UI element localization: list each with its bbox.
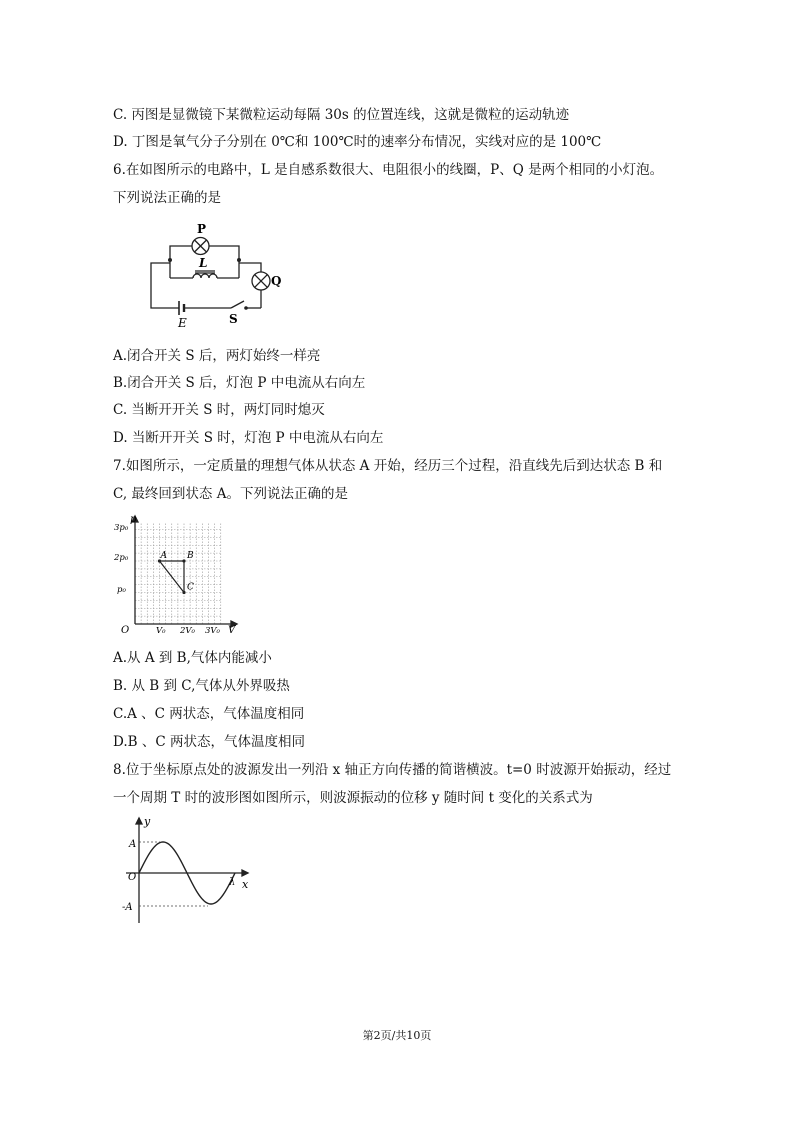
origin-label: O (128, 872, 137, 883)
question-8-stem: 一个周期 T 时的波形图如图所示，则波源振动的位移 y 随时间 t 变化的关系式为 (113, 790, 593, 806)
x-axis-label: x (242, 878, 249, 891)
coil-label: L (199, 256, 208, 270)
coil-icon (193, 274, 217, 278)
state-label: A (160, 551, 167, 561)
question-6-option-d: D. 当断开开关 S 时，灯泡 P 中电流从右向左 (113, 430, 384, 446)
amplitude-pos-label: A (129, 839, 137, 850)
question-7-stem: 7.如图所示，一定质量的理想气体从状态 A 开始，经历三个过程，沿直线先后到达状态 B 和 (113, 458, 663, 474)
v-axis-label: V (228, 625, 236, 636)
state-point (182, 591, 185, 594)
option-line: D. 丁图是氧气分子分别在 0℃和 100℃时的速率分布情况，实线对应的是 100℃ (113, 134, 602, 150)
wavelength-label: λ (229, 877, 236, 888)
lamp-p-label: P (197, 222, 207, 236)
state-label: C (187, 582, 194, 593)
question-7-stem: C, 最终回到状态 A。下列说法正确的是 (113, 486, 348, 502)
p-axis-label: p (130, 514, 137, 525)
question-7-option-c: C.A 、C 两状态，气体温度相同 (113, 706, 305, 722)
x-tick-label: 2V₀ (180, 626, 195, 636)
pv-graph (113, 512, 241, 636)
amplitude-neg-label: -A (122, 902, 133, 913)
page-footer: 第2页/共10页 (362, 1029, 432, 1042)
x-tick-label: 3V₀ (205, 626, 220, 636)
y-tick-label: 3p₀ (114, 523, 129, 533)
question-6-option-b: B.闭合开关 S 后，灯泡 P 中电流从右向左 (113, 375, 366, 391)
x-tick-label: V₀ (156, 626, 166, 636)
switch-label: S (229, 312, 238, 326)
question-8-stem: 8.位于坐标原点处的波源发出一列沿 x 轴正方向传播的简谐横波。t=0 时波源开始振动，经过 (113, 762, 672, 778)
source-label: E (178, 316, 187, 330)
state-label: B (187, 551, 194, 561)
y-tick-label: p₀ (117, 585, 126, 595)
question-6-option-c: C. 当断开开关 S 时，两灯同时熄灭 (113, 402, 325, 418)
question-7-option-a: A.从 A 到 B,气体内能减小 (113, 650, 272, 666)
question-6-stem: 下列说法正确的是 (113, 190, 221, 206)
state-point (182, 559, 185, 562)
question-6-option-a: A.闭合开关 S 后，两灯始终一样亮 (113, 348, 321, 364)
origin-label: O (121, 625, 130, 636)
question-6-stem: 6.在如图所示的电路中，L 是自感系数很大、电阻很小的线圈，P、Q 是两个相同的小灯泡。 (113, 162, 664, 178)
circuit-diagram (113, 215, 308, 337)
question-7-option-d: D.B 、C 两状态，气体温度相同 (113, 734, 305, 750)
option-line: C. 丙图是显微镜下某微粒运动每隔 30s 的位置连线，这就是微粒的运动轨迹 (113, 107, 570, 123)
question-7-option-b: B. 从 B 到 C,气体从外界吸热 (113, 678, 290, 694)
lamp-q-label: Q (271, 274, 282, 288)
y-axis-label: y (144, 815, 151, 828)
wave-graph (112, 815, 276, 927)
y-tick-label: 2p₀ (114, 553, 129, 563)
